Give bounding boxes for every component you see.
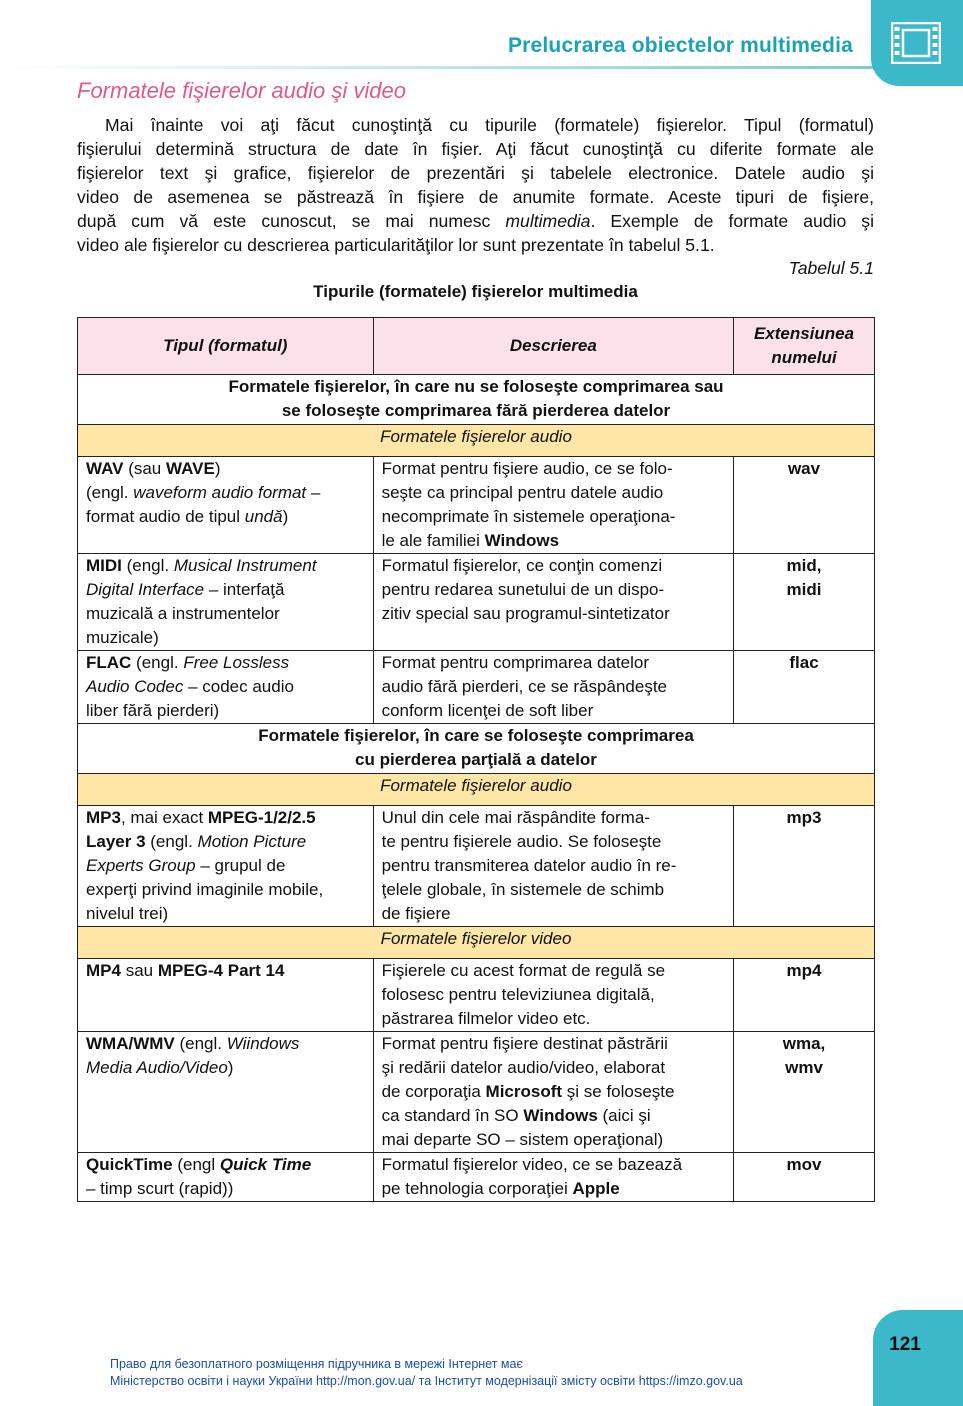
format-cell: FLAC (engl. Free Lossless Audio Codec – codec audio liber fără pierderi) (78, 651, 374, 724)
table-row (78, 1032, 875, 1153)
extension-cell: flac (734, 651, 875, 724)
extension-cell: wma, wmv (734, 1032, 875, 1153)
section-title: Formatele fişierelor audio şi video (77, 78, 406, 103)
paragraph-line: video ale fişierelor cu descrierea particularităţilor lor sunt prezentate în tabelul 5.1. (77, 235, 715, 255)
group-row-lossy (78, 724, 875, 774)
intro-paragraph (77, 113, 874, 257)
header-rule (0, 66, 878, 69)
paragraph-line: fişierelor text şi grafice, fişierelor de prezentări şi tabelele electronice. Datele audio şi (77, 163, 874, 183)
subgroup-label: Formatele fişierelor audio (78, 425, 875, 457)
group-title-line: se foloseşte comprimarea fără pierderea datelor (281, 401, 671, 420)
table-row (78, 554, 875, 651)
table-row (78, 651, 875, 724)
table-row (78, 806, 875, 927)
header-description: Descrierea (373, 318, 733, 375)
paragraph-line (77, 209, 874, 233)
header-tab (871, 0, 963, 86)
table-caption: Tipurile (formatele) fişierelor multimedia (313, 282, 638, 301)
description-cell: Format pentru comprimarea datelor audio fără pierderi, ce se răspândeşte conform licenţei de soft liber (373, 651, 733, 724)
table-row (78, 959, 875, 1032)
paragraph-line: fişierului determină structura de date în fişier. Aţi făcut cunoştinţă cu diferite formate ale (77, 139, 874, 159)
subgroup-row-audio (78, 425, 875, 457)
table-header-row (78, 318, 875, 375)
film-strip-icon (891, 22, 941, 64)
extension-cell: mp3 (734, 806, 875, 927)
subgroup-label: Formatele fişierelor audio (78, 774, 875, 806)
format-cell: MP4 sau MPEG-4 Part 14 (78, 959, 374, 1032)
format-cell: MIDI (engl. Musical Instrument Digital Interface – interfaţă muzicală a instrumentelor muzicale) (78, 554, 374, 651)
paragraph-line: video de asemenea se păstrează în fişiere de anumite formate. Aceste tipuri de fişiere, (77, 187, 874, 207)
paragraph-emphasis: multimedia (505, 211, 591, 231)
subgroup-row-audio (78, 774, 875, 806)
paragraph-line: Mai înainte voi aţi făcut cunoştinţă cu tipurile (formatele) fişierelor. Tipul (formatul) (105, 115, 874, 135)
description-cell: Formatul fişierelor video, ce se bazează pe tehnologia corporaţiei Apple (373, 1153, 733, 1202)
group-row-lossless (78, 375, 875, 425)
description-cell: Unul din cele mai răspândite forma- te pentru fişierele audio. Se foloseşte pentru transmiterea datelor audio în re- ţelele globale, în sistemele de schimb de fişiere (373, 806, 733, 927)
subgroup-row-video (78, 927, 875, 959)
formats-table (77, 317, 875, 1202)
page-number: 121 (889, 1334, 921, 1355)
format-cell: QuickTime (engl Quick Time – timp scurt (rapid)) (78, 1153, 374, 1202)
description-cell: Formatul fişierelor, ce conţin comenzi pentru redarea sunetului de un dispo- zitiv special sau programul-sintetizator (373, 554, 733, 651)
header-type: Tipul (formatul) (78, 318, 374, 375)
header-extension: Extensiunea numelui (734, 318, 875, 375)
description-cell: Format pentru fişiere destinat păstrării şi redării datelor audio/video, elaborat de corporaţia Microsoft şi se foloseşte ca standard în SO Windows (aici şi mai departe SO – sistem operaţional) (373, 1032, 733, 1153)
page-number-tab (873, 1310, 963, 1406)
format-cell: MP3, mai exact MPEG-1/2/2.5 Layer 3 (engl. Motion Picture Experts Group – grupul de experţi privind imaginile mobile, nivelul trei) (78, 806, 374, 927)
table-row (78, 1153, 875, 1202)
description-cell: Fişierele cu acest format de regulă se folosesc pentru televiziunea digitală, păstrarea filmelor video etc. (373, 959, 733, 1032)
format-cell: WAV (sau WAVE) (engl. waveform audio format – format audio de tipul undă) (78, 457, 374, 554)
chapter-title: Prelucrarea obiectelor multimedia (507, 34, 853, 57)
footer-line: Право для безоплатного розміщення підручника в мережі Інтернет має (110, 1357, 523, 1371)
group-title-line: cu pierderea parţială a datelor (355, 750, 597, 769)
extension-cell: mp4 (734, 959, 875, 1032)
subgroup-label: Formatele fişierelor video (78, 927, 875, 959)
group-title-line: Formatele fişierelor, în care se foloseşte comprimarea (258, 726, 694, 745)
group-title-line: Formatele fişierelor, în care nu se foloseşte comprimarea sau (228, 377, 724, 396)
format-cell: WMA/WMV (engl. Wiindows Media Audio/Video) (78, 1032, 374, 1153)
extension-cell: mid, midi (734, 554, 875, 651)
extension-cell: mov (734, 1153, 875, 1202)
paragraph-text: după cum vă este cunoscut, se mai numesc (77, 211, 506, 231)
table-row (78, 457, 875, 554)
extension-cell: wav (734, 457, 875, 554)
footer-line: Міністерство освіти і науки України http://mon.gov.ua/ та Інститут модернізації змісту освіти https://imzo.gov.ua (110, 1374, 743, 1388)
description-cell: Format pentru fişiere audio, ce se folo- seşte ca principal pentru datele audio necomprimate în sistemele operaţiona- le ale familiei Windows (373, 457, 733, 554)
footer-notice (110, 1356, 743, 1390)
table-reference: Tabelul 5.1 (788, 258, 874, 278)
paragraph-text: . Exemple de formate audio şi (590, 211, 874, 231)
